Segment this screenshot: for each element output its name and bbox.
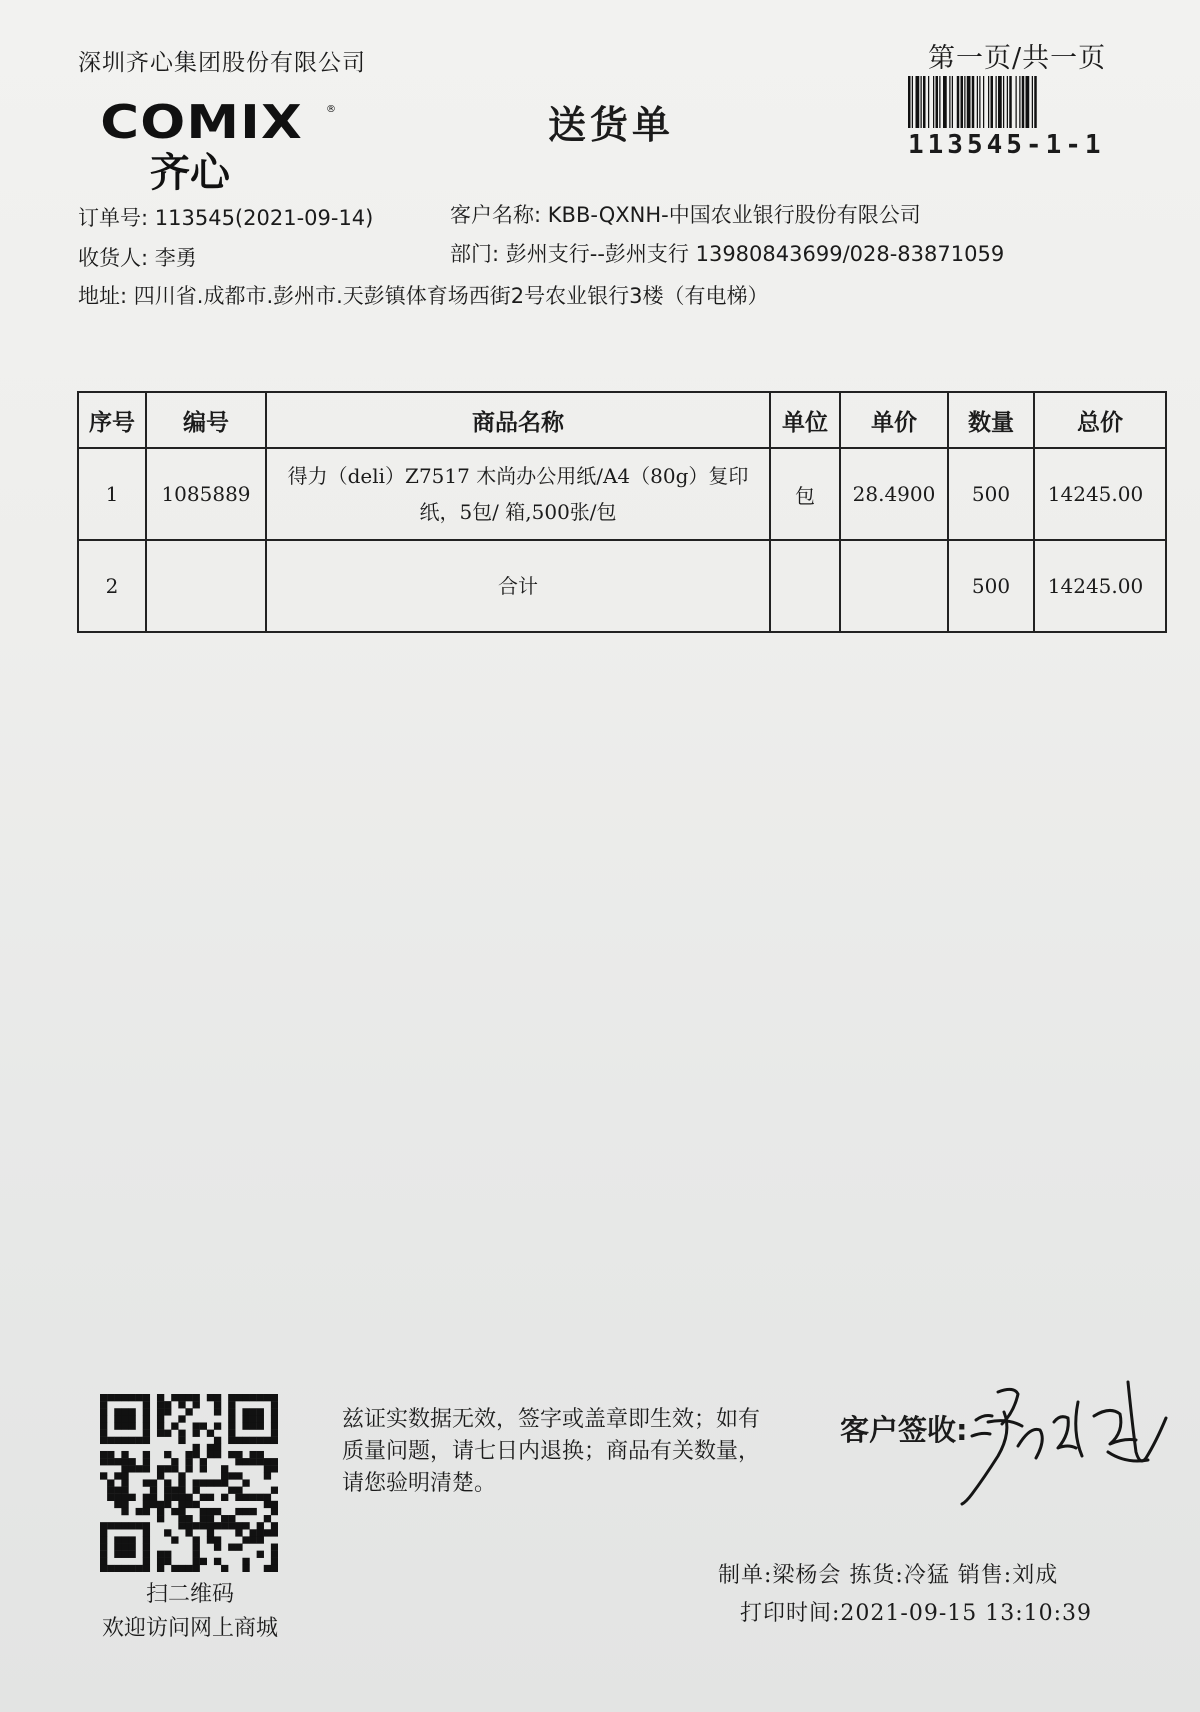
column-header: 总价	[1034, 392, 1166, 448]
cell-product-name: 得力（deli）Z7517 木尚办公用纸/A4（80g）复印纸，5包/ 箱,500张/包	[266, 448, 770, 540]
document-title: 送货单	[548, 102, 675, 147]
column-header: 编号	[146, 392, 266, 448]
receiver	[78, 242, 197, 272]
customer-label: 客户名称:	[450, 203, 542, 227]
cell-qty: 500	[948, 448, 1034, 540]
column-header: 序号	[78, 392, 146, 448]
page-info: 第一页/共一页	[928, 43, 1107, 74]
table-row	[78, 540, 1166, 632]
cell-code: 1085889	[146, 448, 266, 540]
cell-total: 14245.00	[1034, 540, 1166, 632]
order-number	[78, 202, 373, 232]
svg-text:COMIX: COMIX	[100, 98, 303, 150]
address-label: 地址:	[78, 284, 128, 308]
cell-price	[840, 540, 948, 632]
items-table	[77, 391, 1167, 633]
cell-seq: 1	[78, 448, 146, 540]
department	[450, 238, 1004, 268]
cell-code	[146, 540, 266, 632]
column-header: 数量	[948, 392, 1034, 448]
cell-price: 28.4900	[840, 448, 948, 540]
cell-total: 14245.00	[1034, 448, 1166, 540]
cell-seq: 2	[78, 540, 146, 632]
company-name: 深圳齐心集团股份有限公司	[78, 50, 366, 76]
qr-caption-line1: 扫二维码	[145, 1582, 234, 1607]
qr-code-image	[100, 1394, 278, 1572]
barcode-image	[906, 76, 1120, 132]
column-header: 单位	[770, 392, 840, 448]
dept-value: 彭州支行--彭州支行 13980843699/028-83871059	[505, 242, 1005, 266]
address	[78, 280, 769, 310]
address-value: 四川省.成都市.彭州市.天彭镇体育场西街2号农业银行3楼（有电梯）	[133, 284, 769, 308]
customer-sign-label: 客户签收:	[840, 1413, 968, 1447]
column-header: 商品名称	[266, 392, 770, 448]
dept-label: 部门:	[450, 242, 500, 266]
customer-value: KBB-QXNH-中国农业银行股份有限公司	[547, 203, 921, 227]
column-header: 单价	[840, 392, 948, 448]
table-header-row	[78, 392, 1166, 448]
staff-info: 制单:梁杨会 拣货:冷猛 销售:刘成	[718, 1563, 1059, 1588]
print-time: 打印时间:2021-09-15 13:10:39	[740, 1601, 1093, 1626]
cell-product-name: 合计	[266, 540, 770, 632]
order-label: 订单号:	[78, 206, 149, 230]
svg-text:®: ®	[326, 104, 336, 115]
handwritten-signature	[958, 1362, 1180, 1512]
table-row	[78, 448, 1166, 540]
barcode-number: 113545-1-1	[908, 130, 1105, 160]
qr-caption-line2: 欢迎访问网上商城	[101, 1616, 278, 1641]
comix-logo	[98, 98, 338, 193]
notice-text: 兹证实数据无效，签字或盖章即生效；如有质量问题，请七日内退换；商品有关数量，请您验明清楚。	[342, 1407, 761, 1496]
qr-caption	[82, 1578, 298, 1646]
cell-unit: 包	[770, 448, 840, 540]
order-value: 113545(2021-09-14)	[154, 206, 374, 230]
receiver-value: 李勇	[154, 246, 197, 270]
svg-text:齐心: 齐心	[150, 150, 230, 193]
customer-name	[450, 199, 921, 229]
receiver-label: 收货人:	[78, 246, 149, 270]
cell-qty: 500	[948, 540, 1034, 632]
cell-unit	[770, 540, 840, 632]
